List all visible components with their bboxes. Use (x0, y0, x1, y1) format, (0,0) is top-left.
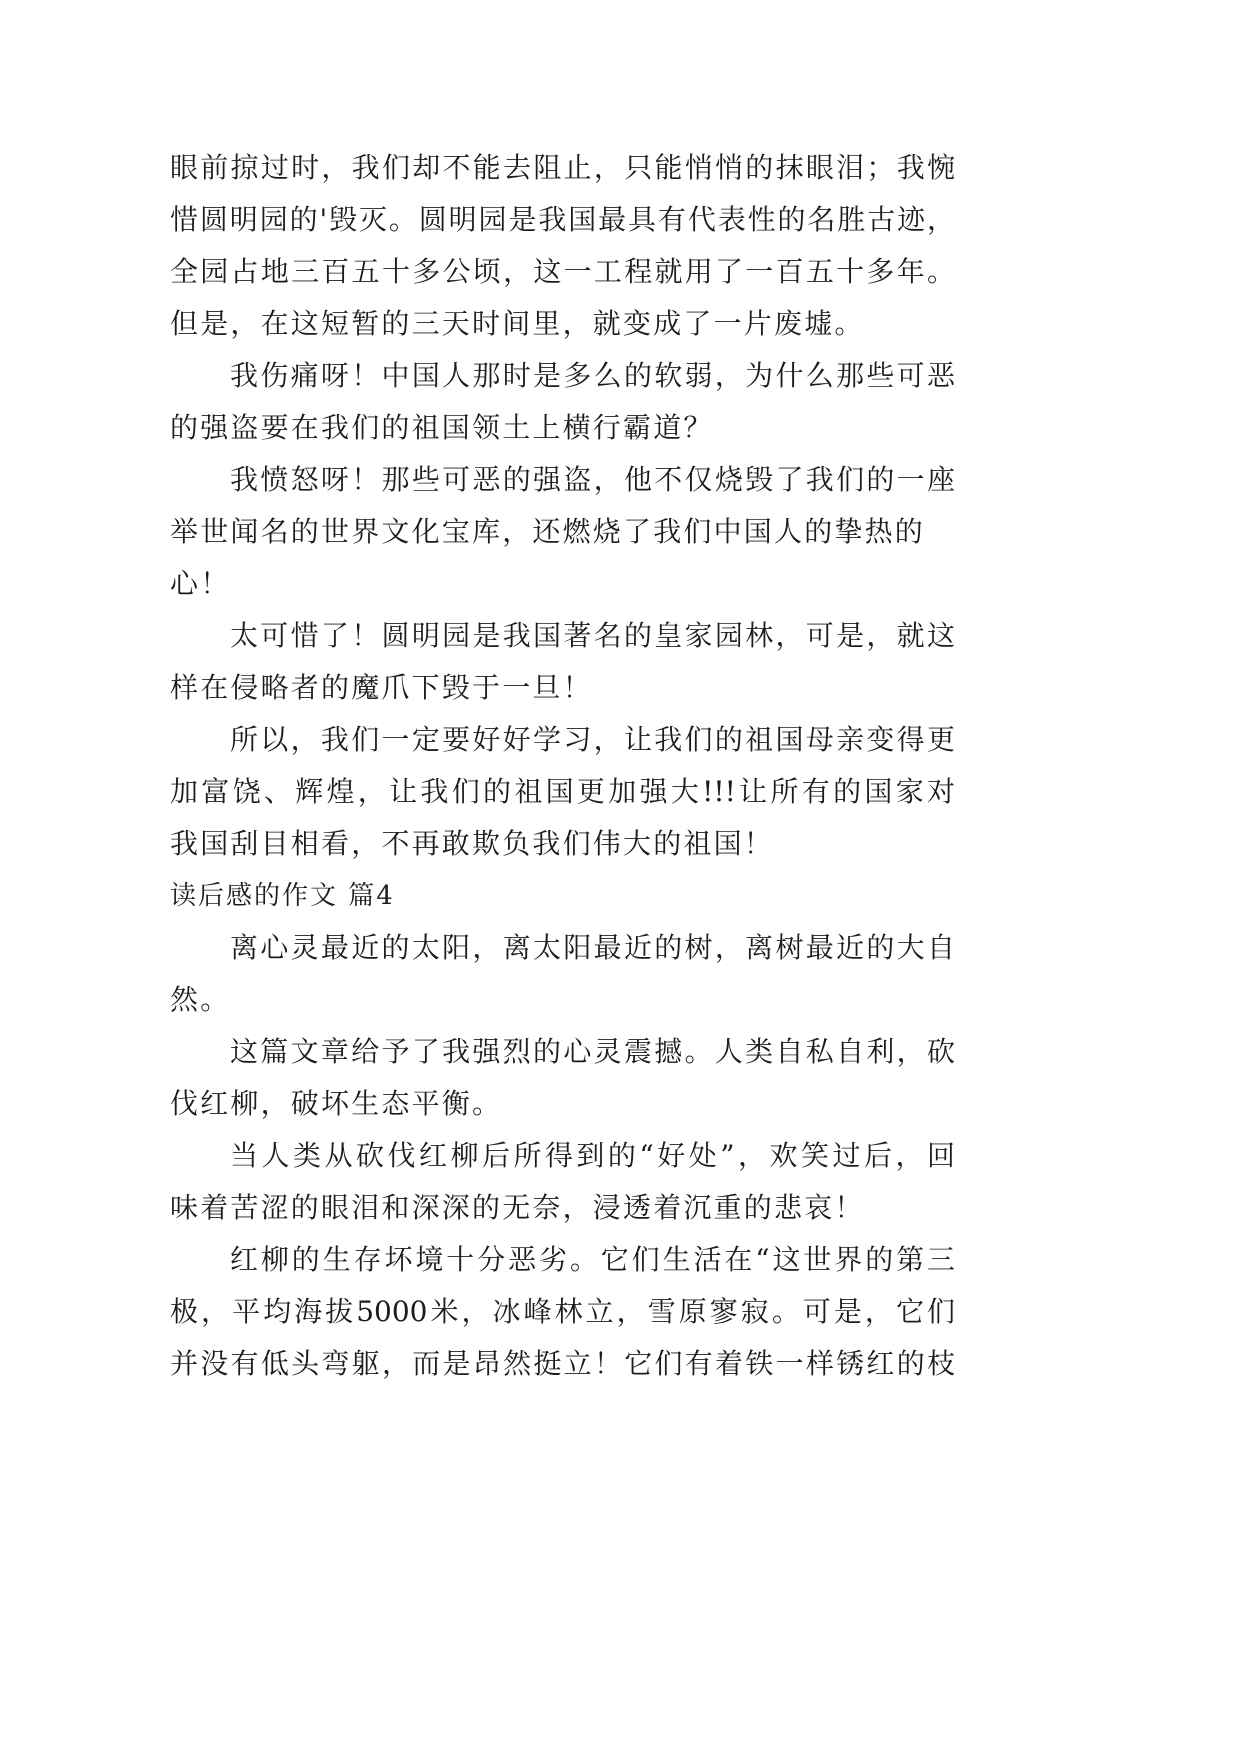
text-line: 样在侵略者的魔爪下毁于一旦！ (170, 671, 593, 704)
paragraph (170, 350, 955, 454)
text-line: 所以，我们一定要好好学习，让我们的祖国母亲变得更 (230, 723, 955, 756)
paragraph (170, 1026, 955, 1130)
text-line: 眼前掠过时，我们却不能去阻止，只能悄悄的抹眼泪；我惋 (170, 151, 955, 184)
text-line: 我国刮目相看，不再敢欺负我们伟大的祖国！ (170, 827, 775, 860)
document-body (170, 142, 955, 1390)
text-line: 离心灵最近的太阳，离太阳最近的树，离树最近的大自 (230, 931, 955, 964)
text-line: 加富饶、辉煌，让我们的祖国更加强大!!!让所有的国家对 (170, 775, 955, 808)
text-line: 全园占地三百五十多公顷，这一工程就用了一百五十多年。 (170, 255, 955, 288)
paragraph (170, 922, 955, 1026)
text-line: 然。 (170, 983, 231, 1016)
section-heading: 读后感的作文 篇4 (170, 881, 395, 911)
text-line: 但是，在这短暂的三天时间里，就变成了一片废墟。 (170, 307, 865, 340)
paragraph (170, 714, 955, 870)
text-line: 心！ (170, 567, 231, 600)
text-line: 我愤怒呀！那些可恶的强盗，他不仅烧毁了我们的一座 (230, 463, 955, 496)
text-line: 红柳的生存坏境十分恶劣。它们生活在“这世界的第三 (230, 1243, 955, 1276)
text-line: 当人类从砍伐红柳后所得到的“好处”，欢笑过后，回 (230, 1139, 955, 1172)
text-line: 太可惜了！圆明园是我国著名的皇家园林，可是，就这 (230, 619, 955, 652)
text-line: 举世闻名的世界文化宝库，还燃烧了我们中国人的挚热的 (170, 515, 926, 548)
text-line: 我伤痛呀！中国人那时是多么的软弱，为什么那些可恶 (230, 359, 955, 392)
text-line: 这篇文章给予了我强烈的心灵震撼。人类自私自利，砍 (230, 1035, 955, 1068)
text-line: 味着苦涩的眼泪和深深的无奈，浸透着沉重的悲哀！ (170, 1191, 865, 1224)
text-line: 并没有低头弯躯，而是昂然挺立！它们有着铁一样锈红的枝 (170, 1347, 955, 1380)
text-line: 极，平均海拔5000米，冰峰林立，雪原寥寂。可是，它们 (170, 1295, 955, 1328)
paragraph (170, 610, 955, 714)
text-line: 伐红柳，破坏生态平衡。 (170, 1087, 503, 1120)
text-line: 惜圆明园的'毁灭。圆明园是我国最具有代表性的名胜古迹， (170, 203, 955, 236)
paragraph (170, 1234, 955, 1390)
paragraph (170, 454, 955, 610)
text-line: 的强盗要在我们的祖国领土上横行霸道？ (170, 411, 714, 444)
paragraph (170, 1130, 955, 1234)
paragraph (170, 142, 955, 350)
